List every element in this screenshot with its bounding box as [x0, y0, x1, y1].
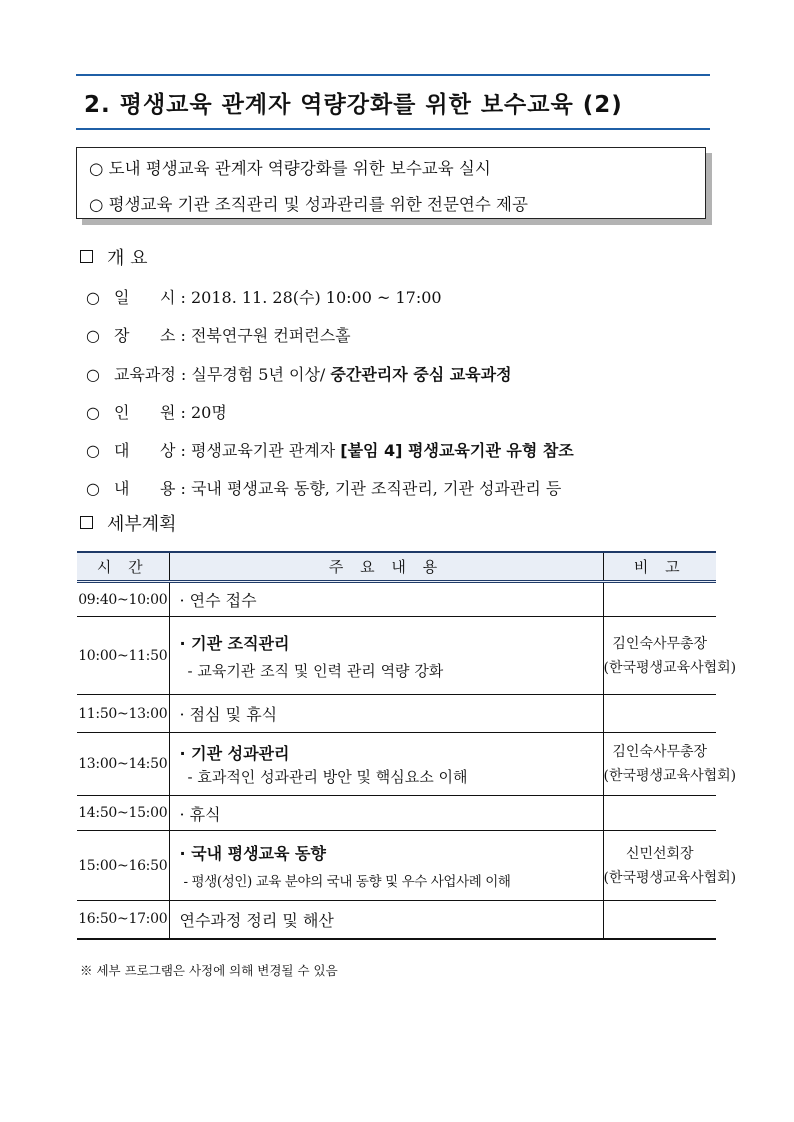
time-cell: 16:50~17:00 [77, 901, 169, 939]
time-cell: 13:00~14:50 [77, 733, 169, 796]
overview-item-count: ○ 인 원 : 20명 [86, 403, 227, 422]
overview-item-course: ○ 교육과정 : 실무경험 5년 이상/ 중간관리자 중심 교육과정 [86, 365, 512, 384]
content-cell: · 연수 접수 [169, 582, 603, 617]
instructor-name: 김인숙사무총장 [612, 635, 708, 652]
summary-box [76, 147, 708, 223]
square-bullet-icon [80, 516, 93, 529]
time-cell: 15:00~16:50 [77, 831, 169, 901]
content-cell: · 점심 및 휴식 [169, 695, 603, 733]
note-cell [603, 831, 737, 901]
content-cell: · 기관 성과관리 - 효과적인 성과관리 방안 및 핵심요소 이해 [169, 733, 603, 796]
table-row [77, 582, 716, 617]
header-time: 시 간 [77, 552, 169, 582]
schedule-table [77, 551, 737, 940]
content-cell: · 휴식 [169, 796, 603, 831]
content-cell: 연수과정 정리 및 해산 [169, 901, 603, 939]
instructor-org: (한국평생교육사협회) [603, 768, 737, 784]
content-cell: · 국내 평생교육 동향 - 평생(성인) 교육 분야의 국내 동향 및 우수 사업사례 이해 [169, 831, 603, 901]
overview-item-date: ○ 일 시 : 2018. 11. 28(수) 10:00 ~ 17:00 [86, 288, 442, 307]
instructor-name: 신민선회장 [625, 845, 694, 862]
header-note: 비 고 [603, 552, 716, 582]
overview-item-target: ○ 대 상 : 평생교육기관 관계자 [붙임 4] 평생교육기관 유형 참조 [86, 441, 574, 460]
summary-line-1: ○ 도내 평생교육 관계자 역량강화를 위한 보수교육 실시 [89, 159, 491, 178]
overview-item-place: ○ 장 소 : 전북연구원 컨퍼런스홀 [86, 326, 351, 345]
table-row [77, 796, 716, 831]
note-cell [603, 901, 716, 939]
table-row [77, 733, 716, 796]
note-cell [603, 733, 737, 796]
table-row [77, 695, 716, 733]
footnote: ※ 세부 프로그램은 사정에 의해 변경될 수 있음 [80, 963, 338, 978]
note-cell [603, 695, 716, 733]
plan-heading: 세부계획 [80, 510, 177, 536]
instructor-org: (한국평생교육사협회) [603, 659, 737, 676]
document-title-box [76, 74, 710, 130]
summary-line-2: ○ 평생교육 기관 조직관리 및 성과관리를 위한 전문연수 제공 [89, 195, 528, 214]
time-cell: 11:50~13:00 [77, 695, 169, 733]
instructor-org: (한국평생교육사협회) [603, 869, 737, 886]
table-row [77, 617, 716, 695]
table-row [77, 901, 716, 939]
table-row [77, 831, 716, 901]
square-bullet-icon [80, 250, 93, 263]
overview-item-content: ○ 내 용 : 국내 평생교육 동향, 기관 조직관리, 기관 성과관리 등 [86, 479, 562, 498]
note-cell [603, 796, 716, 831]
time-cell: 14:50~15:00 [77, 796, 169, 831]
instructor-name: 김인숙사무총장 [612, 744, 708, 760]
header-content: 주 요 내 용 [169, 552, 603, 582]
overview-heading: 개 요 [80, 244, 148, 270]
time-cell: 09:40~10:00 [77, 582, 169, 617]
document-title: 2. 평생교육 관계자 역량강화를 위한 보수교육 (2) [84, 91, 623, 118]
content-cell: · 기관 조직관리 - 교육기관 조직 및 인력 관리 역량 강화 [169, 617, 603, 695]
time-cell: 10:00~11:50 [77, 617, 169, 695]
note-cell [603, 582, 716, 617]
note-cell [603, 617, 737, 695]
